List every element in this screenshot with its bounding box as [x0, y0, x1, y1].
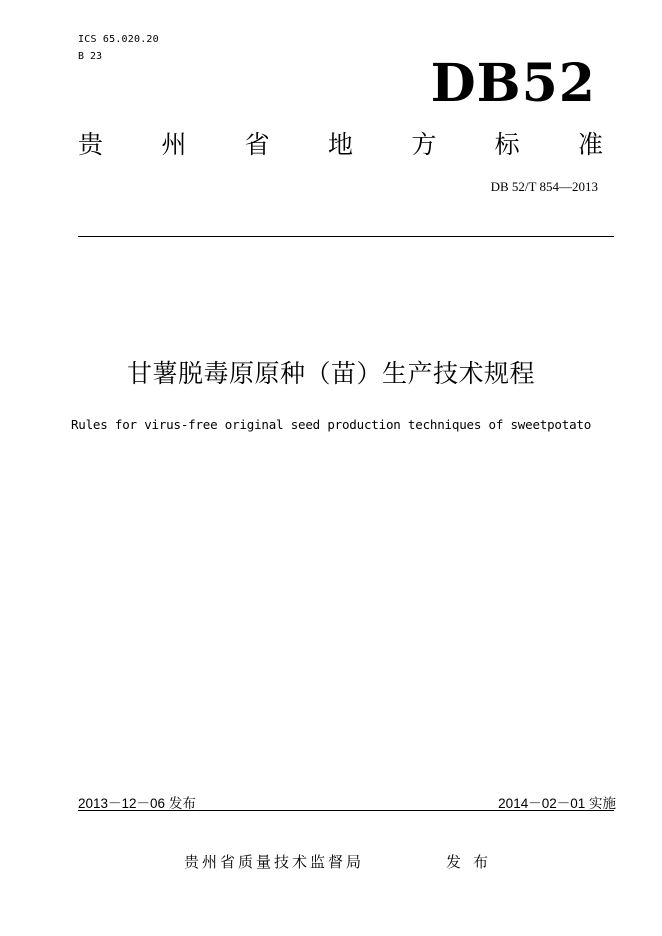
standard-type-char: 地 [327, 130, 353, 159]
standard-type-char: 准 [577, 130, 603, 159]
standard-type-char: 省 [244, 130, 270, 159]
standard-type-char: 标 [494, 130, 520, 159]
standard-type-char: 州 [161, 130, 187, 159]
standard-type-heading [78, 129, 603, 161]
document-title-chinese: 甘薯脱毒原原种（苗）生产技术规程 [126, 359, 535, 388]
standard-type-char: 贵 [78, 130, 104, 159]
issue-label: 发布 [446, 853, 501, 871]
document-title-english: Rules for virus-free original seed production techniques of sweetpotato [70, 417, 592, 432]
bottom-divider [78, 810, 614, 811]
standard-type-char: 方 [411, 130, 437, 159]
publish-date: 2013－12－06 发布 [78, 796, 196, 811]
issuing-authority: 贵州省质量技术监督局 [184, 853, 365, 871]
standard-code-logo: DB52 [430, 53, 596, 114]
top-divider [78, 236, 614, 237]
ics-code: ICS 65.020.20 [78, 34, 159, 45]
implement-date: 2014－02－01 实施 [498, 796, 616, 811]
ccs-code: B 23 [78, 51, 103, 62]
standard-number: DB 52/T 854—2013 [490, 179, 598, 194]
